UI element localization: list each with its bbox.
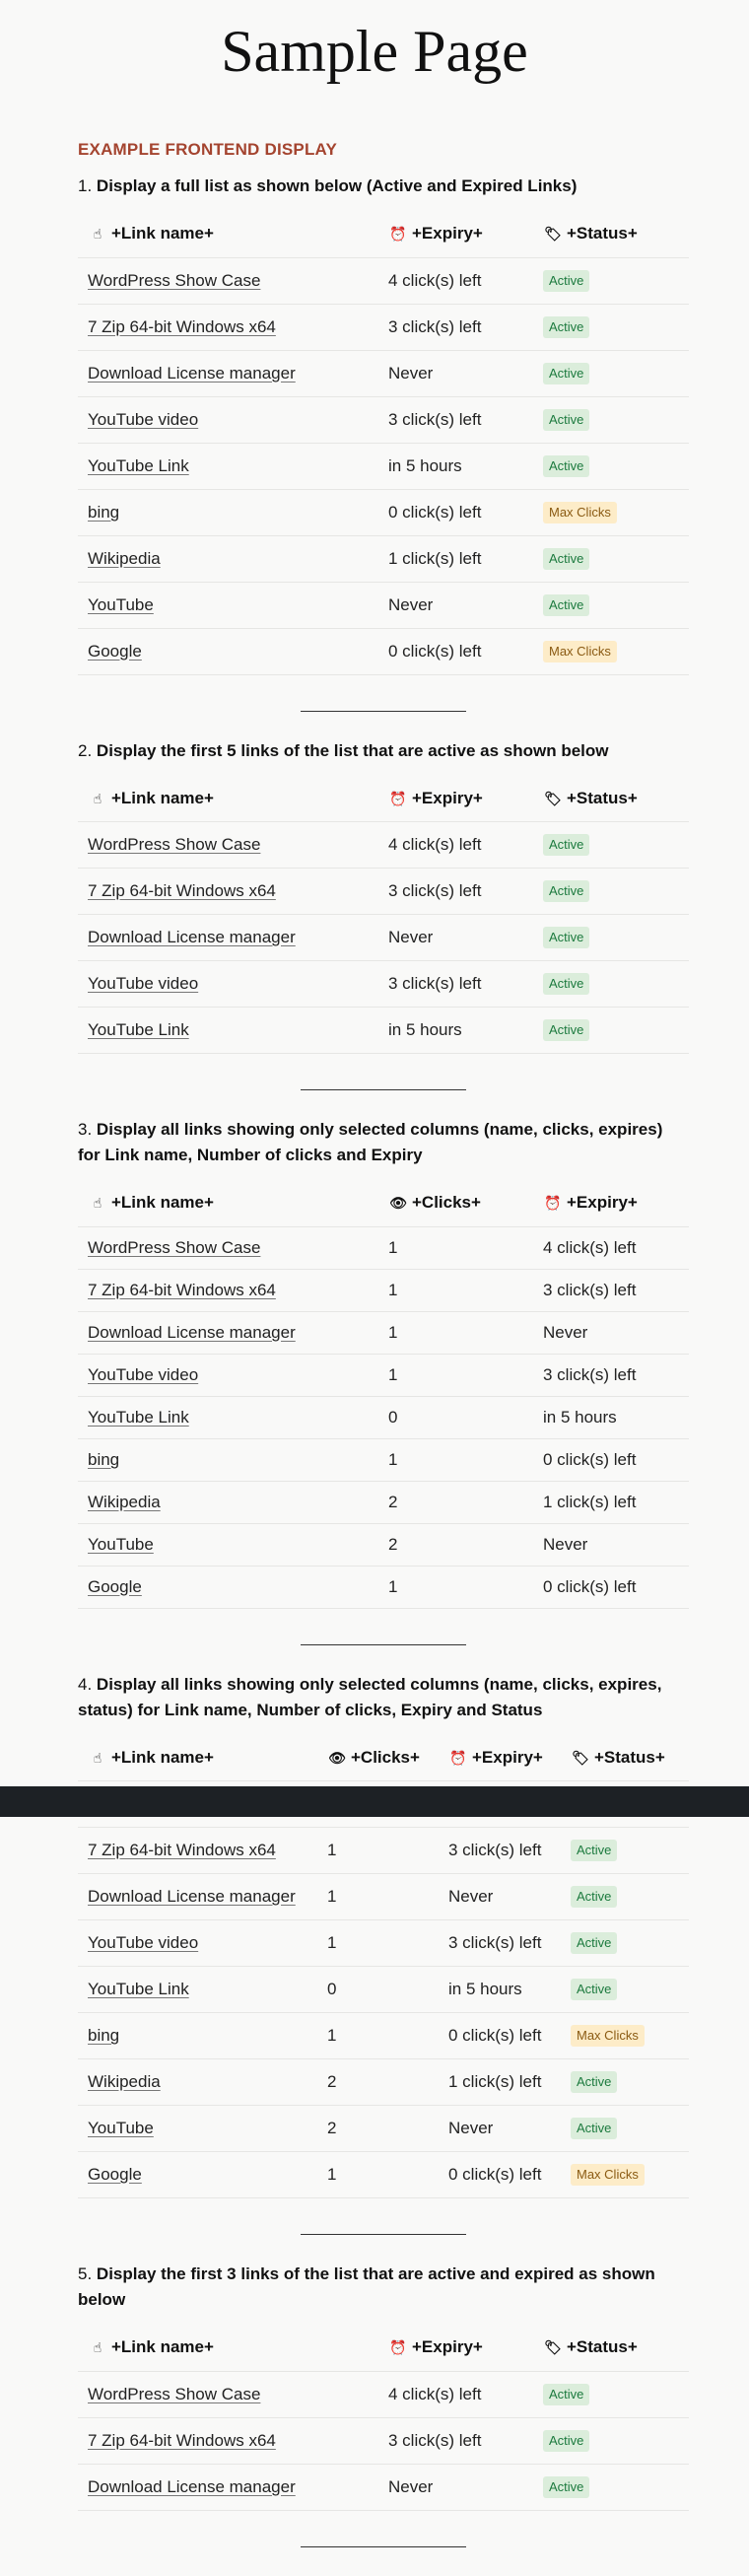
link-name-cell <box>78 1354 378 1396</box>
link-name[interactable]: bing <box>88 1449 120 1469</box>
expiry-cell: 1 click(s) left <box>378 535 533 582</box>
status-badge: Max Clicks <box>571 2025 645 2047</box>
link-name[interactable]: YouTube Link <box>88 1980 189 1998</box>
links-table-2 <box>78 776 689 1055</box>
tag-icon: 🏷 <box>572 1749 589 1766</box>
expiry-cell: in 5 hours <box>378 443 533 489</box>
expiry-cell: 1 click(s) left <box>439 2059 561 2106</box>
link-name[interactable]: WordPress Show Case <box>88 270 261 290</box>
header-expiry: ⏰ +Expiry+ <box>378 211 533 257</box>
status-badge: Active <box>543 927 589 948</box>
link-name[interactable]: YouTube video <box>88 409 199 429</box>
expiry-cell: 3 click(s) left <box>378 304 533 350</box>
clicks-cell: 1 <box>378 1226 533 1269</box>
eye-icon: 👁 <box>328 1749 346 1766</box>
clicks-cell: 2 <box>378 1481 533 1523</box>
table-row <box>78 1967 689 2013</box>
pointing-hand-icon: ☝ <box>93 790 102 806</box>
expiry-cell: 4 click(s) left <box>378 822 533 869</box>
clicks-cell: 1 <box>317 1828 439 1874</box>
link-name[interactable]: Download License manager <box>88 1322 296 1342</box>
status-cell <box>561 1874 689 1920</box>
table-row <box>78 2464 689 2510</box>
table-row <box>78 535 689 582</box>
question-4: 4. Display all links showing only selected columns (name, clicks, expires, status) for Link name, Number of clicks, Expiry and Status <box>78 1674 662 1719</box>
link-name[interactable]: YouTube video <box>88 974 199 993</box>
table-row <box>78 257 689 304</box>
status-badge: Active <box>543 363 589 384</box>
header-clicks: 👁 +Clicks+ <box>378 1180 533 1226</box>
status-cell <box>533 304 689 350</box>
table-row <box>78 1311 689 1354</box>
table-row <box>78 2013 689 2059</box>
link-name-cell <box>78 961 378 1008</box>
link-name[interactable]: YouTube <box>88 594 154 614</box>
link-name-cell <box>78 1828 317 1874</box>
link-name-cell <box>78 822 378 869</box>
status-cell <box>533 396 689 443</box>
header-link-name: ☝ +Link name+ <box>78 211 378 257</box>
question-3: 3. Display all links showing only selected columns (name, clicks, expires) for Link name, Number of clicks and Expiry <box>78 1120 663 1164</box>
links-table-1 <box>78 211 689 675</box>
status-badge: Active <box>571 2071 617 2093</box>
expiry-cell: Never <box>378 582 533 628</box>
table-row <box>78 1523 689 1566</box>
link-name-cell <box>78 869 378 915</box>
tag-icon: 🏷 <box>544 226 562 243</box>
header-status: 🏷 +Status+ <box>533 211 689 257</box>
table-row <box>78 822 689 869</box>
expiry-cell: 0 click(s) left <box>439 2152 561 2198</box>
status-cell <box>533 1008 689 1054</box>
table-row <box>78 628 689 674</box>
status-cell <box>533 582 689 628</box>
link-name[interactable]: bing <box>88 502 120 522</box>
link-name[interactable]: Download License manager <box>88 2476 296 2496</box>
main-content <box>78 140 689 2547</box>
expiry-cell: in 5 hours <box>439 1967 561 2013</box>
header-status: 🏷 +Status+ <box>561 1735 689 1781</box>
header-expiry: ⏰ +Expiry+ <box>533 1180 689 1226</box>
status-badge: Active <box>571 1886 617 1908</box>
pointing-hand-icon: ☝ <box>93 1195 102 1212</box>
link-name-cell <box>78 2371 378 2417</box>
expiry-cell: 0 click(s) left <box>378 489 533 535</box>
status-badge: Active <box>543 2384 589 2405</box>
link-name[interactable]: Google <box>88 2165 142 2184</box>
divider <box>301 1089 466 1090</box>
clicks-cell: 1 <box>317 2152 439 2198</box>
header-status: 🏷 +Status+ <box>533 776 689 822</box>
clicks-cell: 1 <box>378 1566 533 1608</box>
link-name[interactable]: YouTube <box>88 1534 154 1554</box>
expiry-cell: Never <box>378 2464 533 2510</box>
expiry-cell: in 5 hours <box>378 1008 533 1054</box>
link-name[interactable]: Wikipedia <box>88 1492 161 1511</box>
status-badge: Active <box>571 1840 617 1861</box>
status-cell <box>533 489 689 535</box>
divider <box>301 711 466 712</box>
clicks-cell: 1 <box>378 1354 533 1396</box>
status-badge: Active <box>543 548 589 570</box>
link-name[interactable]: YouTube video <box>88 1933 199 1952</box>
status-cell <box>533 869 689 915</box>
alarm-clock-icon: ⏰ <box>449 1749 467 1766</box>
status-cell <box>561 1920 689 1967</box>
table-row <box>78 1008 689 1054</box>
expiry-cell: 4 click(s) left <box>533 1226 689 1269</box>
question-5: 5. Display the first 3 links of the list that are active and expired as shown below <box>78 2264 655 2309</box>
status-cell <box>533 2417 689 2464</box>
status-cell <box>561 2106 689 2152</box>
link-name-cell <box>78 2059 317 2106</box>
clicks-cell: 2 <box>317 2059 439 2106</box>
table-row <box>78 489 689 535</box>
page-title: Sample Page <box>221 19 528 84</box>
section-heading: EXAMPLE FRONTEND DISPLAY <box>78 140 337 159</box>
link-name[interactable]: 7 Zip 64-bit Windows x64 <box>88 1280 276 1299</box>
sticky-overlay-bar <box>0 1786 749 1817</box>
table-row <box>78 1828 689 1874</box>
status-badge: Active <box>543 270 589 292</box>
header-link-name: ☝ +Link name+ <box>78 2325 378 2371</box>
link-name[interactable]: Wikipedia <box>88 548 161 568</box>
divider <box>301 1644 466 1645</box>
link-name[interactable]: YouTube <box>88 2119 154 2137</box>
link-name-cell <box>78 1481 378 1523</box>
status-badge: Active <box>543 834 589 856</box>
clicks-cell: 2 <box>317 2106 439 2152</box>
table-row <box>78 1354 689 1396</box>
link-name[interactable]: YouTube Link <box>88 1020 189 1039</box>
expiry-cell: 3 click(s) left <box>533 1269 689 1311</box>
link-name-cell <box>78 628 378 674</box>
status-cell <box>533 443 689 489</box>
link-name-cell <box>78 1523 378 1566</box>
status-badge: Active <box>571 1932 617 1954</box>
table-row <box>78 443 689 489</box>
header-clicks: 👁 +Clicks+ <box>317 1735 439 1781</box>
question-1: 1. Display a full list as shown below (Active and Expired Links) <box>78 176 578 195</box>
expiry-cell: 3 click(s) left <box>439 1828 561 1874</box>
status-badge: Max Clicks <box>543 502 617 523</box>
link-name-cell <box>78 1008 378 1054</box>
expiry-cell: 0 click(s) left <box>378 628 533 674</box>
link-name[interactable]: Google <box>88 641 142 661</box>
table-row <box>78 2106 689 2152</box>
table-row <box>78 350 689 396</box>
question-2: 2. Display the first 5 links of the list that are active as shown below <box>78 740 609 760</box>
status-badge: Active <box>543 409 589 431</box>
expiry-cell: 0 click(s) left <box>439 2013 561 2059</box>
status-badge: Active <box>543 455 589 477</box>
expiry-cell: Never <box>439 2106 561 2152</box>
link-name[interactable]: Wikipedia <box>88 2072 161 2091</box>
link-name-cell <box>78 2106 317 2152</box>
link-name-cell <box>78 396 378 443</box>
clicks-cell: 1 <box>317 1874 439 1920</box>
table-row <box>78 1226 689 1269</box>
table-row <box>78 396 689 443</box>
expiry-cell: Never <box>378 915 533 961</box>
table-row <box>78 2371 689 2417</box>
status-badge: Active <box>543 316 589 338</box>
clicks-cell: 1 <box>317 1920 439 1967</box>
header-expiry: ⏰ +Expiry+ <box>378 2325 533 2371</box>
link-name-cell <box>78 257 378 304</box>
link-name-cell <box>78 489 378 535</box>
status-cell <box>561 2152 689 2198</box>
status-cell <box>533 257 689 304</box>
link-name[interactable]: 7 Zip 64-bit Windows x64 <box>88 2430 276 2450</box>
status-cell <box>533 2371 689 2417</box>
link-name[interactable]: Download License manager <box>88 928 296 946</box>
links-table-5 <box>78 2325 689 2511</box>
table-row <box>78 1438 689 1481</box>
link-name-cell <box>78 1438 378 1481</box>
link-name[interactable]: YouTube video <box>88 1364 199 1384</box>
table-row <box>78 2417 689 2464</box>
link-name-cell <box>78 1396 378 1438</box>
status-badge: Active <box>571 1979 617 2000</box>
status-cell <box>533 628 689 674</box>
alarm-clock-icon: ⏰ <box>544 1195 562 1212</box>
status-cell <box>533 915 689 961</box>
link-name[interactable]: YouTube Link <box>88 455 189 475</box>
status-cell <box>533 961 689 1008</box>
clicks-cell: 0 <box>378 1396 533 1438</box>
table-row <box>78 1269 689 1311</box>
table-row <box>78 1481 689 1523</box>
link-name-cell <box>78 1311 378 1354</box>
clicks-cell: 1 <box>317 2013 439 2059</box>
status-badge: Active <box>543 973 589 995</box>
clicks-cell: 2 <box>378 1523 533 1566</box>
table-row <box>78 2152 689 2198</box>
status-badge: Active <box>571 2118 617 2139</box>
link-name[interactable]: WordPress Show Case <box>88 835 261 854</box>
expiry-cell: Never <box>533 1311 689 1354</box>
expiry-cell: Never <box>378 350 533 396</box>
tag-icon: 🏷 <box>544 2339 562 2356</box>
link-name-cell <box>78 304 378 350</box>
link-name-cell <box>78 1269 378 1311</box>
link-name-cell <box>78 1226 378 1269</box>
header-link-name: ☝ +Link name+ <box>78 776 378 822</box>
header-expiry: ⏰ +Expiry+ <box>439 1735 561 1781</box>
link-name-cell <box>78 2464 378 2510</box>
expiry-cell: 3 click(s) left <box>378 2417 533 2464</box>
pointing-hand-icon: ☝ <box>93 226 102 243</box>
link-name[interactable]: 7 Zip 64-bit Windows x64 <box>88 1841 276 1859</box>
link-name[interactable]: WordPress Show Case <box>88 1237 261 1257</box>
link-name[interactable]: Download License manager <box>88 363 296 383</box>
expiry-cell: 0 click(s) left <box>533 1438 689 1481</box>
pointing-hand-icon: ☝ <box>93 1749 102 1766</box>
expiry-cell: 3 click(s) left <box>533 1354 689 1396</box>
expiry-cell: in 5 hours <box>533 1396 689 1438</box>
table-row <box>78 1874 689 1920</box>
eye-icon: 👁 <box>389 1195 407 1212</box>
link-name[interactable]: WordPress Show Case <box>88 2384 261 2403</box>
expiry-cell: 3 click(s) left <box>378 396 533 443</box>
link-name[interactable]: 7 Zip 64-bit Windows x64 <box>88 881 276 900</box>
table-row <box>78 1920 689 1967</box>
status-badge: Active <box>543 594 589 616</box>
expiry-cell: 1 click(s) left <box>533 1481 689 1523</box>
status-cell <box>533 350 689 396</box>
status-badge: Active <box>543 2430 589 2452</box>
header-expiry: ⏰ +Expiry+ <box>378 776 533 822</box>
table-row <box>78 915 689 961</box>
link-name-cell <box>78 1566 378 1608</box>
expiry-cell: 3 click(s) left <box>378 869 533 915</box>
alarm-clock-icon: ⏰ <box>389 226 407 243</box>
status-cell <box>533 535 689 582</box>
table-row <box>78 304 689 350</box>
tag-icon: 🏷 <box>544 790 562 806</box>
header-status: 🏷 +Status+ <box>533 2325 689 2371</box>
divider <box>301 2234 466 2235</box>
clicks-cell: 1 <box>378 1438 533 1481</box>
link-name[interactable]: YouTube Link <box>88 1407 189 1427</box>
link-name-cell <box>78 2417 378 2464</box>
expiry-cell: Never <box>439 1874 561 1920</box>
table-row <box>78 2059 689 2106</box>
table-row <box>78 1566 689 1608</box>
link-name-cell <box>78 1920 317 1967</box>
table-row <box>78 961 689 1008</box>
expiry-cell: Never <box>533 1523 689 1566</box>
status-cell <box>533 2464 689 2510</box>
link-name-cell <box>78 582 378 628</box>
header-link-name: ☝ +Link name+ <box>78 1735 317 1781</box>
table-row <box>78 1396 689 1438</box>
alarm-clock-icon: ⏰ <box>389 790 407 806</box>
table-row <box>78 869 689 915</box>
expiry-cell: 3 click(s) left <box>439 1920 561 1967</box>
link-name-cell <box>78 535 378 582</box>
link-name-cell <box>78 1967 317 2013</box>
status-badge: Max Clicks <box>571 2164 645 2186</box>
expiry-cell: 3 click(s) left <box>378 961 533 1008</box>
alarm-clock-icon: ⏰ <box>389 2339 407 2356</box>
link-name-cell <box>78 915 378 961</box>
link-name-cell <box>78 1874 317 1920</box>
status-cell <box>561 2059 689 2106</box>
table-row <box>78 582 689 628</box>
status-cell <box>561 2013 689 2059</box>
link-name[interactable]: bing <box>88 2026 120 2045</box>
status-cell <box>561 1828 689 1874</box>
link-name-cell <box>78 2013 317 2059</box>
divider <box>301 2546 466 2547</box>
link-name-cell <box>78 443 378 489</box>
link-name-cell <box>78 2152 317 2198</box>
header-link-name: ☝ +Link name+ <box>78 1180 378 1226</box>
link-name[interactable]: Google <box>88 1576 142 1596</box>
clicks-cell: 1 <box>378 1269 533 1311</box>
link-name[interactable]: 7 Zip 64-bit Windows x64 <box>88 316 276 336</box>
link-name[interactable]: Download License manager <box>88 1887 296 1906</box>
link-name-cell <box>78 350 378 396</box>
pointing-hand-icon: ☝ <box>93 2339 102 2356</box>
expiry-cell: 4 click(s) left <box>378 2371 533 2417</box>
clicks-cell: 0 <box>317 1967 439 2013</box>
links-table-3 <box>78 1180 689 1609</box>
status-badge: Active <box>543 880 589 902</box>
expiry-cell: 0 click(s) left <box>533 1566 689 1608</box>
status-badge: Active <box>543 1019 589 1041</box>
status-badge: Max Clicks <box>543 641 617 662</box>
expiry-cell: 4 click(s) left <box>378 257 533 304</box>
status-badge: Active <box>543 2476 589 2498</box>
status-cell <box>561 1967 689 2013</box>
clicks-cell: 1 <box>378 1311 533 1354</box>
status-cell <box>533 822 689 869</box>
